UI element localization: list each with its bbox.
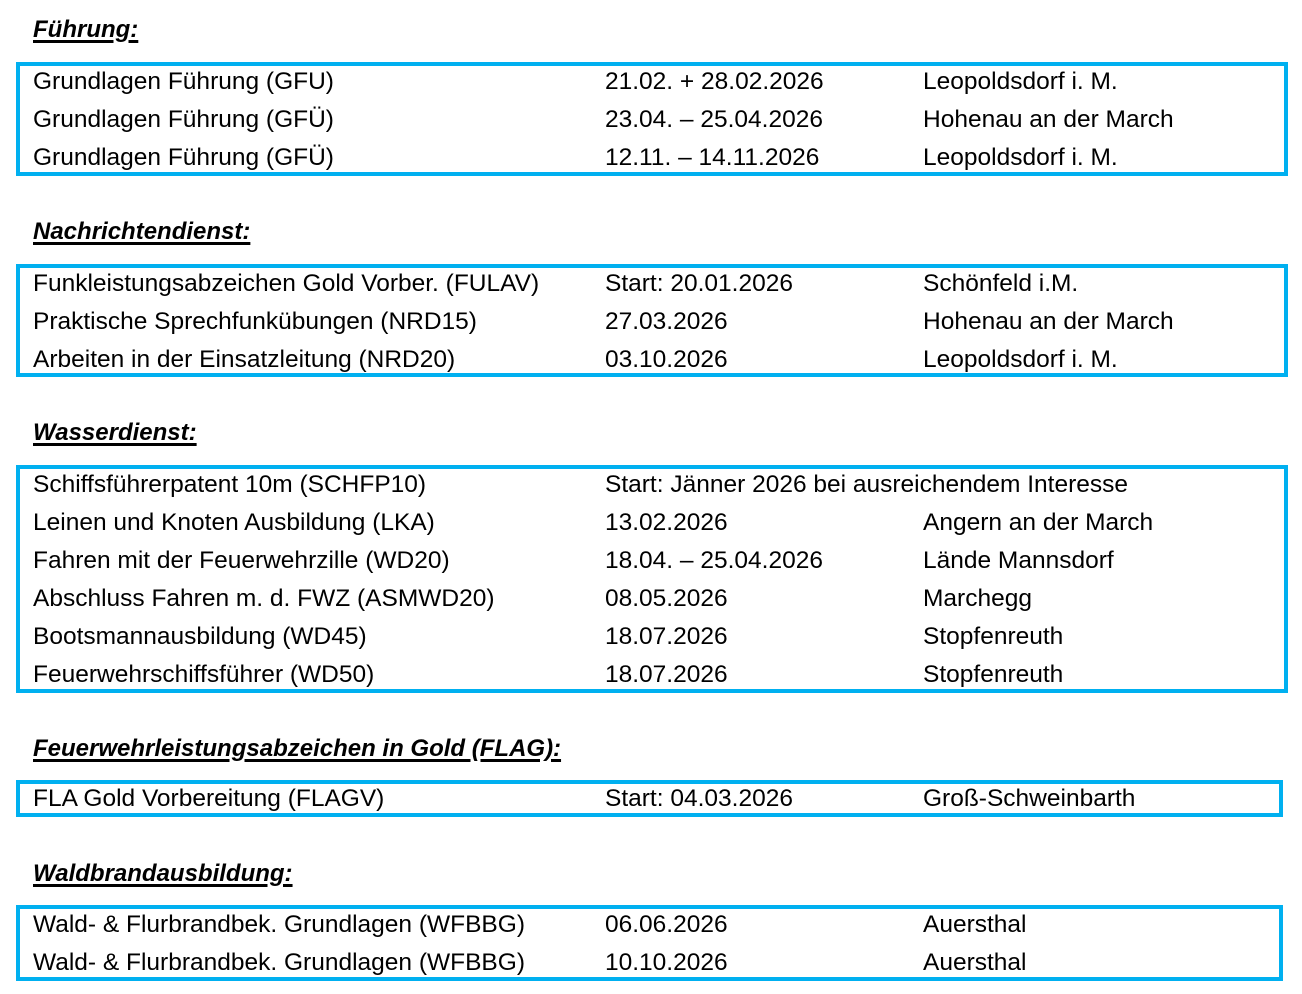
course-name: Wald- & Flurbrandbek. Grundlagen (WFBBG)	[33, 949, 525, 976]
course-name: Grundlagen Führung (GFÜ)	[33, 144, 334, 171]
table-row	[20, 101, 1284, 139]
table-row	[20, 906, 1279, 944]
table-row	[20, 780, 1279, 818]
course-name: Grundlagen Führung (GFÜ)	[33, 106, 334, 133]
course-name: Leinen und Knoten Ausbildung (LKA)	[33, 509, 435, 536]
course-date: 10.10.2026	[605, 949, 728, 976]
course-date: 13.02.2026	[605, 509, 728, 536]
table-row	[20, 139, 1284, 177]
course-name: Bootsmannausbildung (WD45)	[33, 623, 367, 650]
table-row	[20, 618, 1284, 656]
table-row	[20, 504, 1284, 542]
course-name: Fahren mit der Feuerwehrzille (WD20)	[33, 547, 450, 574]
section-heading-waldbrand: Waldbrandausbildung:	[33, 860, 293, 887]
course-location: Hohenau an der March	[923, 106, 1174, 133]
course-location: Leopoldsdorf i. M.	[923, 346, 1118, 373]
course-date: 12.11. – 14.11.2026	[605, 144, 820, 171]
table-row	[20, 944, 1279, 982]
section-heading-flag: Feuerwehrleistungsabzeichen in Gold (FLAG):	[33, 735, 562, 762]
course-location: Schönfeld i.M.	[923, 270, 1079, 297]
section-heading-nachrichtendienst: Nachrichtendienst:	[33, 218, 251, 245]
course-date: 18.04. – 25.04.2026	[605, 547, 823, 574]
course-table-waldbrand	[16, 905, 1283, 981]
course-location: Groß-Schweinbarth	[923, 785, 1136, 812]
table-row	[20, 303, 1284, 341]
table-row	[20, 580, 1284, 618]
course-name: Wald- & Flurbrandbek. Grundlagen (WFBBG)	[33, 911, 525, 938]
table-row	[20, 63, 1284, 101]
table-row	[20, 542, 1284, 580]
course-location: Auersthal	[923, 949, 1027, 976]
section-heading-fuehrung: Führung:	[33, 16, 139, 43]
course-name: Praktische Sprechfunkübungen (NRD15)	[33, 308, 477, 335]
course-location: Auersthal	[923, 911, 1027, 938]
course-name: Feuerwehrschiffsführer (WD50)	[33, 661, 375, 688]
course-date: 23.04. – 25.04.2026	[605, 106, 823, 133]
course-table-wasserdienst	[16, 465, 1288, 693]
course-date: 06.06.2026	[605, 911, 728, 938]
course-date: 03.10.2026	[605, 346, 728, 373]
course-location: Hohenau an der March	[923, 308, 1174, 335]
course-name: Funkleistungsabzeichen Gold Vorber. (FULAV)	[33, 270, 540, 297]
course-date: Start: 04.03.2026	[605, 785, 793, 812]
course-name: Grundlagen Führung (GFU)	[33, 68, 334, 95]
course-name: FLA Gold Vorbereitung (FLAGV)	[33, 785, 385, 812]
course-date: Start: Jänner 2026 bei ausreichendem Interesse	[605, 471, 1128, 498]
course-location: Angern an der March	[923, 509, 1154, 536]
course-location: Stopfenreuth	[923, 661, 1064, 688]
course-date: 27.03.2026	[605, 308, 728, 335]
course-date: 18.07.2026	[605, 623, 728, 650]
course-table-nachrichtendienst	[16, 264, 1288, 377]
table-row	[20, 466, 1284, 504]
course-location: Leopoldsdorf i. M.	[923, 144, 1118, 171]
course-location: Marchegg	[923, 585, 1032, 612]
course-table-fuehrung	[16, 62, 1288, 176]
course-date: 08.05.2026	[605, 585, 728, 612]
course-table-flag	[16, 780, 1283, 817]
table-row	[20, 265, 1284, 303]
course-name: Schiffsführerpatent 10m (SCHFP10)	[33, 471, 427, 498]
table-row	[20, 341, 1284, 379]
course-location: Stopfenreuth	[923, 623, 1064, 650]
section-heading-wasserdienst: Wasserdienst:	[33, 419, 197, 446]
course-name: Abschluss Fahren m. d. FWZ (ASMWD20)	[33, 585, 495, 612]
course-location: Leopoldsdorf i. M.	[923, 68, 1118, 95]
course-date: 21.02. + 28.02.2026	[605, 68, 824, 95]
course-location: Lände Mannsdorf	[923, 547, 1114, 574]
course-name: Arbeiten in der Einsatzleitung (NRD20)	[33, 346, 456, 373]
course-date: Start: 20.01.2026	[605, 270, 793, 297]
course-date: 18.07.2026	[605, 661, 728, 688]
table-row	[20, 656, 1284, 694]
